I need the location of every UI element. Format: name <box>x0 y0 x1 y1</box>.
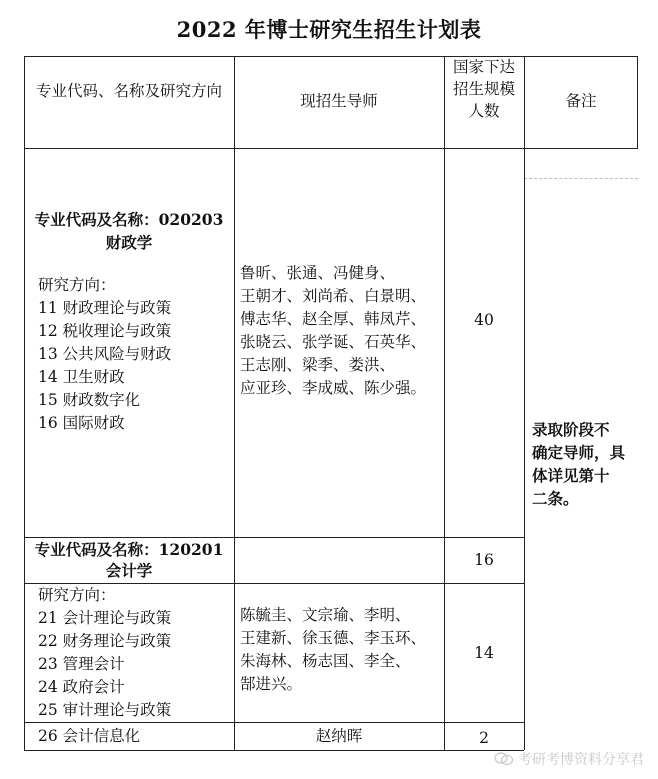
row-divider <box>24 722 524 723</box>
direction-list <box>28 584 240 722</box>
list-item: 24 政府会计 <box>38 678 125 696</box>
page-title: 2022 年博士研究生招生计划表 <box>176 17 482 42</box>
advisor-list <box>240 604 444 696</box>
list-item: 12 税收理论与政策 <box>38 322 172 340</box>
remark-line: 录取阶段不 <box>532 420 610 439</box>
row-divider <box>24 537 524 538</box>
list-item: 22 财务理论与政策 <box>38 632 172 650</box>
header-major: 专业代码、名称及研究方向 <box>35 82 222 100</box>
table-border-bottom <box>24 750 524 751</box>
direction-label: 研究方向： <box>38 586 116 604</box>
header-divider <box>24 148 638 149</box>
wechat-icon <box>494 752 514 766</box>
quota-value: 16 <box>474 551 494 569</box>
remark-text <box>532 418 636 510</box>
advisor-line: 傅志华、赵全厚、韩凤芹、 <box>240 310 427 328</box>
col-divider <box>524 56 525 750</box>
advisor-line: 赵纳晖 <box>315 727 363 745</box>
table-border-right <box>637 56 638 148</box>
list-item: 15 财政数字化 <box>38 391 141 409</box>
quota-value: 40 <box>474 311 494 329</box>
list-item: 23 管理会计 <box>38 655 125 673</box>
list-item: 16 国际财政 <box>38 414 125 432</box>
list-item: 13 公共风险与财政 <box>38 345 172 363</box>
advisor-line: 张晓云、张学诞、石英华、 <box>240 333 427 351</box>
advisor-line: 鲁昕、张通、冯健身、 <box>240 264 396 282</box>
plan-table <box>24 56 638 750</box>
advisor-line: 应亚珍、李成威、陈少强。 <box>240 379 427 397</box>
major-heading <box>28 208 230 254</box>
remark-line: 体详见第十 <box>532 466 610 485</box>
table-border-left <box>24 56 25 750</box>
major-name: 会计学 <box>105 561 153 580</box>
header-quota: 国家下达招生规模人数 <box>452 58 515 120</box>
header-advisors: 现招生导师 <box>300 92 378 110</box>
list-item: 14 卫生财政 <box>38 368 125 386</box>
advisor-line: 郜进兴。 <box>240 675 303 693</box>
direction-list <box>28 274 240 435</box>
list-item: 11 财政理论与政策 <box>38 299 172 317</box>
watermark <box>494 749 644 769</box>
major-name: 财政学 <box>105 233 153 252</box>
advisor-line: 朱海林、杨志国、李全、 <box>240 652 411 670</box>
direction-label: 研究方向： <box>38 276 116 294</box>
advisor-list <box>240 262 444 400</box>
remark-line: 确定导师，具 <box>532 443 626 462</box>
advisor-line: 陈毓圭、文宗瑜、李明、 <box>240 606 411 624</box>
list-item: 26 会计信息化 <box>38 727 141 745</box>
table-border-top <box>24 56 638 57</box>
remark-line: 二条。 <box>532 489 579 508</box>
major-code: 专业代码及名称：120201 <box>34 540 224 559</box>
advisor-line: 王朝才、刘尚希、白景明、 <box>240 287 427 305</box>
remark-dashed-line <box>524 178 638 179</box>
header-remark: 备注 <box>565 92 597 110</box>
advisor-line: 王志刚、梁季、娄洪、 <box>240 356 396 374</box>
advisor-line: 王建新、徐玉德、李玉环、 <box>240 629 427 647</box>
quota-value: 14 <box>474 644 494 662</box>
list-item: 21 会计理论与政策 <box>38 609 172 627</box>
major-heading <box>28 539 230 581</box>
watermark-text: 考研考博资料分享君 <box>518 752 644 768</box>
list-item: 25 审计理论与政策 <box>38 701 172 719</box>
major-code: 专业代码及名称：020203 <box>34 210 224 229</box>
quota-value: 2 <box>479 729 489 747</box>
